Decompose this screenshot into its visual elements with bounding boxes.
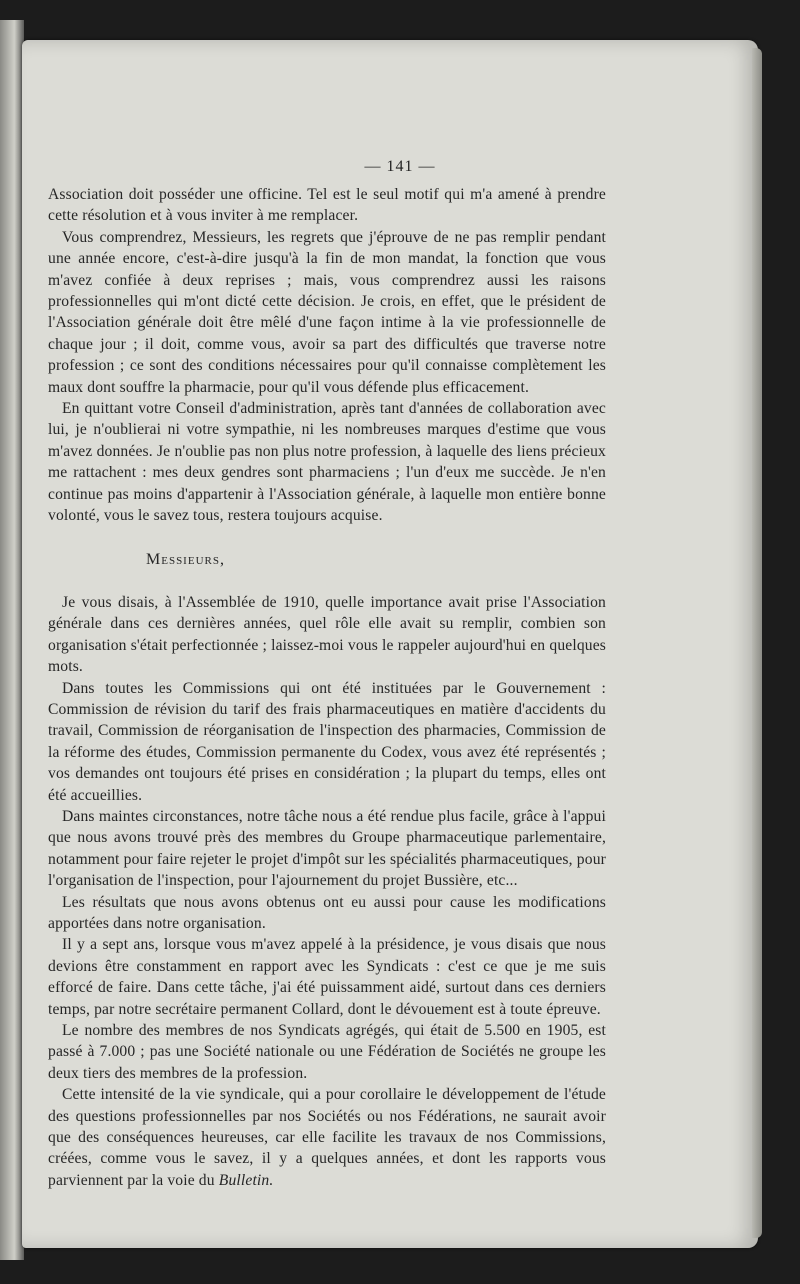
page-body xyxy=(48,184,606,1191)
paragraph: Vous comprendrez, Messieurs, les regrets que j'éprouve de ne pas remplir pendant une année encore, c'est-à-dire jusqu'à la fin de mon mandat, la fonction que vous m'avez confiée à deux reprises ; mais, vous comprendrez aussi les raisons professionnelles qui m'ont dicté cette décision. Je crois, en effet, que le président de l'Association générale doit être mêlé d'une façon intime à la vie professionnelle de chaque jour ; il doit, comme vous, avoir sa part des difficultés que traverse notre profession ; ce sont des conditions nécessaires pour qu'il connaisse complètement les maux dont souffre la pharmacie, pour qu'il vous défende plus efficacement. xyxy=(48,228,606,396)
left-page-edge xyxy=(0,20,24,1260)
section-heading: Messieurs, xyxy=(146,550,225,568)
paragraph: En quittant votre Conseil d'administration, après tant d'années de collaboration avec lui, je n'oublierai ni votre sympathie, ni les nombreuses marques d'estime que vous m'avez données. Je n'oublie pas non plus notre profession, à laquelle des liens précieux me rattachent : mes deux gendres sont pharmaciens ; l'un d'eux me succède. Je n'en continue pas moins d'appartenir à l'Association générale, à laquelle mon entière bonne volonté, vous le savez tous, restera toujours acquise. xyxy=(48,400,606,525)
paragraph: Les résultats que nous avons obtenus ont eu aussi pour cause les modifications apportées dans notre organisation. xyxy=(48,893,606,932)
paragraph: Le nombre des membres de nos Syndicats agrégés, qui était de 5.500 en 1905, est passé à 7.000 ; pas une Société nationale ou une Fédération de Sociétés ne groupe les deux tiers des membres de la profession. xyxy=(48,1022,606,1082)
paragraph: Dans toutes les Commissions qui ont été instituées par le Gouvernement : Commission de révision du tarif des frais pharmaceutiques en matière d'accidents du travail, Commission de réorganisation de l'inspection des pharmacies, Commission de la réforme des études, Commission permanente du Codex, vous avez été représentés ; vos demandes ont toujours été prises en considération ; la plupart du temps, elles ont été accueillies. xyxy=(48,679,606,804)
paragraph: Dans maintes circonstances, notre tâche nous a été rendue plus facile, grâce à l'appui que nous avons trouvé près des membres du Groupe pharmaceutique parlementaire, notamment pour faire rejeter le projet d'impôt sur les spécialités pharmaceutiques, pour l'organisation de l'inspection, pour l'ajournement du projet Bussière, etc... xyxy=(48,807,606,890)
paragraph-last xyxy=(48,1084,606,1191)
paragraph-text: Cette intensité de la vie syndicale, qui a pour corollaire le développement de l'étude des questions professionnelles par nos Sociétés ou nos Fédérations, ne saurait avoir que des conséquences heureuses, car elle facilite les travaux de nos Commissions, créées, comme vous le savez, il y a quelques années, et dont les rapports vous parviennent par la voie du xyxy=(48,1086,606,1189)
paragraph: Il y a sept ans, lorsque vous m'avez appelé à la présidence, je vous disais que nous devions être constamment en rapport avec les Syndicats : c'est ce que je me suis efforcé de faire. Dans cette tâche, j'ai été puissamment aidé, surtout dans ces derniers temps, par notre secrétaire permanent Collard, dont le dévouement est à toute épreuve. xyxy=(48,936,606,1018)
bulletin-title: Bulletin. xyxy=(218,1171,274,1189)
page-number: — 141 — xyxy=(364,158,436,175)
paragraph: Association doit posséder une officine. Tel est le seul motif qui m'a amené à prendre cette résolution et à vous inviter à me remplacer. xyxy=(48,186,606,225)
page-edge xyxy=(752,48,762,1238)
paragraph: Je vous disais, à l'Assemblée de 1910, quelle importance avait prise l'Association générale dans ces dernières années, quel rôle elle avait su remplir, combien son organisation s'était perfectionnée ; laissez-moi vous le rappeler aujourd'hui en quelques mots. xyxy=(48,593,606,676)
